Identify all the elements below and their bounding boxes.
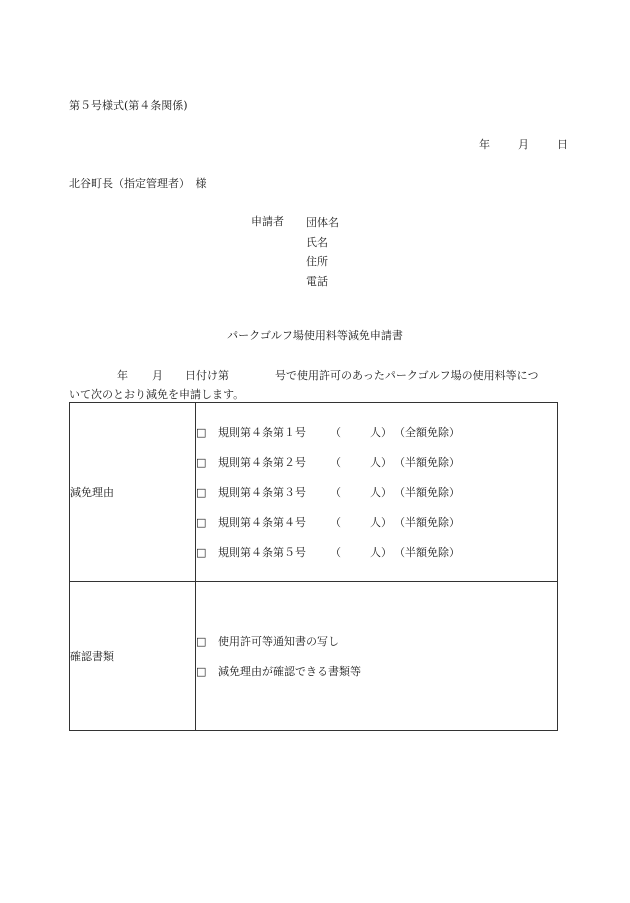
field-group-name: 団体名 [306,216,339,229]
reason-kind-3: （半額免除） [394,486,460,499]
reason-kind-4: （半額免除） [394,516,460,529]
reason-option-1 [196,417,557,447]
doc-checkbox-1[interactable]: □ [196,634,207,648]
form-number: 第５号様式(第４条関係) [69,99,188,112]
reason-label: 減免理由 [70,403,196,582]
checkbox-2[interactable]: □ [196,455,207,469]
reason-unit-5: 人） [370,546,392,559]
body-day: 日付け第 [185,369,229,382]
doc-checkbox-2[interactable]: □ [196,664,207,678]
request-text-line-1 [69,366,563,385]
reason-open-3: （ [330,486,341,499]
reason-option-2 [196,447,557,477]
date-month: 月 [518,138,529,151]
checkbox-5[interactable]: □ [196,545,207,559]
reason-unit-4: 人） [370,516,392,529]
reason-rule-4: 規則第４条第４号 [218,516,306,529]
reason-kind-1: （全額免除） [394,426,460,439]
reason-options [196,403,558,582]
request-text-line-2: いて次のとおり減免を申請します。 [69,388,245,401]
reason-unit-3: 人） [370,486,392,499]
addressee: 北谷町長（指定管理者） 様 [69,177,207,190]
reason-kind-5: （半額免除） [394,546,460,559]
body-month: 月 [152,369,163,382]
field-phone: 電話 [306,274,328,288]
date-year: 年 [479,138,490,151]
checkbox-1[interactable]: □ [196,425,207,439]
reason-kind-2: （半額免除） [394,456,460,469]
reason-unit-2: 人） [370,456,392,469]
reason-open-2: （ [330,456,341,469]
date-line [479,136,568,152]
body-rest: 号で使用許可のあったパークゴルフ場の使用料等につ [275,369,539,382]
reason-rule-5: 規則第４条第５号 [218,546,306,559]
doc-label-2: 減免理由が確認できる書類等 [218,665,361,678]
body-year: 年 [117,369,128,382]
reason-rule-3: 規則第４条第３号 [218,486,306,499]
doc-item-2 [196,656,557,686]
docs-options [196,582,558,731]
doc-item-1 [196,626,557,656]
reason-open-5: （ [330,546,341,559]
reason-option-3 [196,477,557,507]
applicant-label: 申請者 [251,215,284,228]
field-address: 住所 [306,255,328,268]
application-table [69,402,558,731]
docs-label: 確認書類 [70,582,196,731]
applicant-fields [306,213,339,291]
checkbox-4[interactable]: □ [196,515,207,529]
reason-row [70,403,558,582]
field-person-name: 氏名 [306,235,328,249]
reason-open-4: （ [330,516,341,529]
docs-row [70,582,558,731]
reason-option-4 [196,507,557,537]
request-text [69,366,563,404]
document-title: パークゴルフ場使用料等減免申請書 [227,329,403,342]
date-day: 日 [557,138,568,151]
reason-rule-2: 規則第４条第２号 [218,456,306,469]
reason-unit-1: 人） [370,426,392,439]
reason-option-5 [196,537,557,567]
doc-label-1: 使用許可等通知書の写し [218,635,339,648]
reason-open-1: （ [330,426,341,439]
checkbox-3[interactable]: □ [196,485,207,499]
reason-rule-1: 規則第４条第１号 [218,426,306,439]
